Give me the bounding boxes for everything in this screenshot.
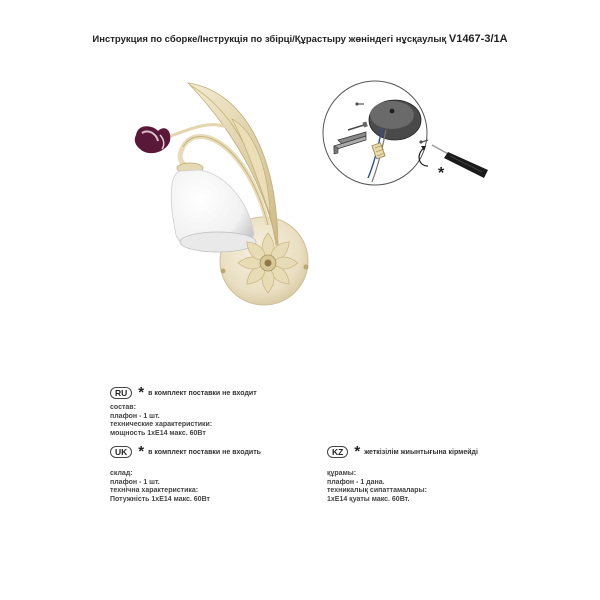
kz-spec-list [327,470,427,504]
ru-badge: RU [110,387,132,399]
uk-spec-line: Потужність 1xE14 макс. 60Вт [110,495,210,503]
lamp-illustration [128,75,328,325]
canopy-plate [369,100,421,140]
kz-header [327,443,478,460]
ru-note: в комплект поставки не входит [148,389,257,397]
ru-spec-line: состав: [110,404,136,411]
kz-spec-line: құрамы: [327,470,357,477]
uk-spec-list [110,470,210,504]
kz-note: жеткізілім жиынтығына кірмейді [364,448,478,456]
kz-star: * [354,443,361,460]
mounting-diagram [320,78,500,198]
uk-spec-line: плафон - 1 шт. [110,478,160,486]
ru-spec-line: плафон - 1 шт. [110,412,160,420]
uk-spec-line: склад: [110,470,133,477]
uk-spec-line: технічна характеристика: [110,487,199,494]
screw-cap-right [304,265,309,270]
kz-spec-line: плафон - 1 дана. [327,478,385,486]
kz-spec-line: 1xE14 қуаты макс. 60Вт. [327,495,410,503]
uk-star: * [138,443,145,460]
rosette [238,233,298,293]
diagram-star: * [438,165,445,182]
ru-star: * [138,384,145,401]
uk-badge: UK [110,446,132,458]
page-title [0,33,600,45]
ru-header [110,384,257,401]
tulip-flower [135,126,171,153]
model-code: V1467-3/1A [448,33,508,45]
uk-note: в комплект поставки не входить [148,448,261,456]
ru-spec-list [110,404,212,438]
uk-header [110,443,261,460]
ru-spec-line: технические характеристики: [110,421,213,428]
kz-badge: KZ [327,446,348,458]
ru-spec-line: мощность 1xE14 макс. 60Вт [110,429,206,437]
title-text: Инструкция по сборке/Інструкція по збірці/Құрастыру жөніндегі нұсқаулық [92,34,447,45]
screw-cap-left [221,269,226,274]
kz-spec-line: техникалық сипаттамалары: [327,487,427,494]
